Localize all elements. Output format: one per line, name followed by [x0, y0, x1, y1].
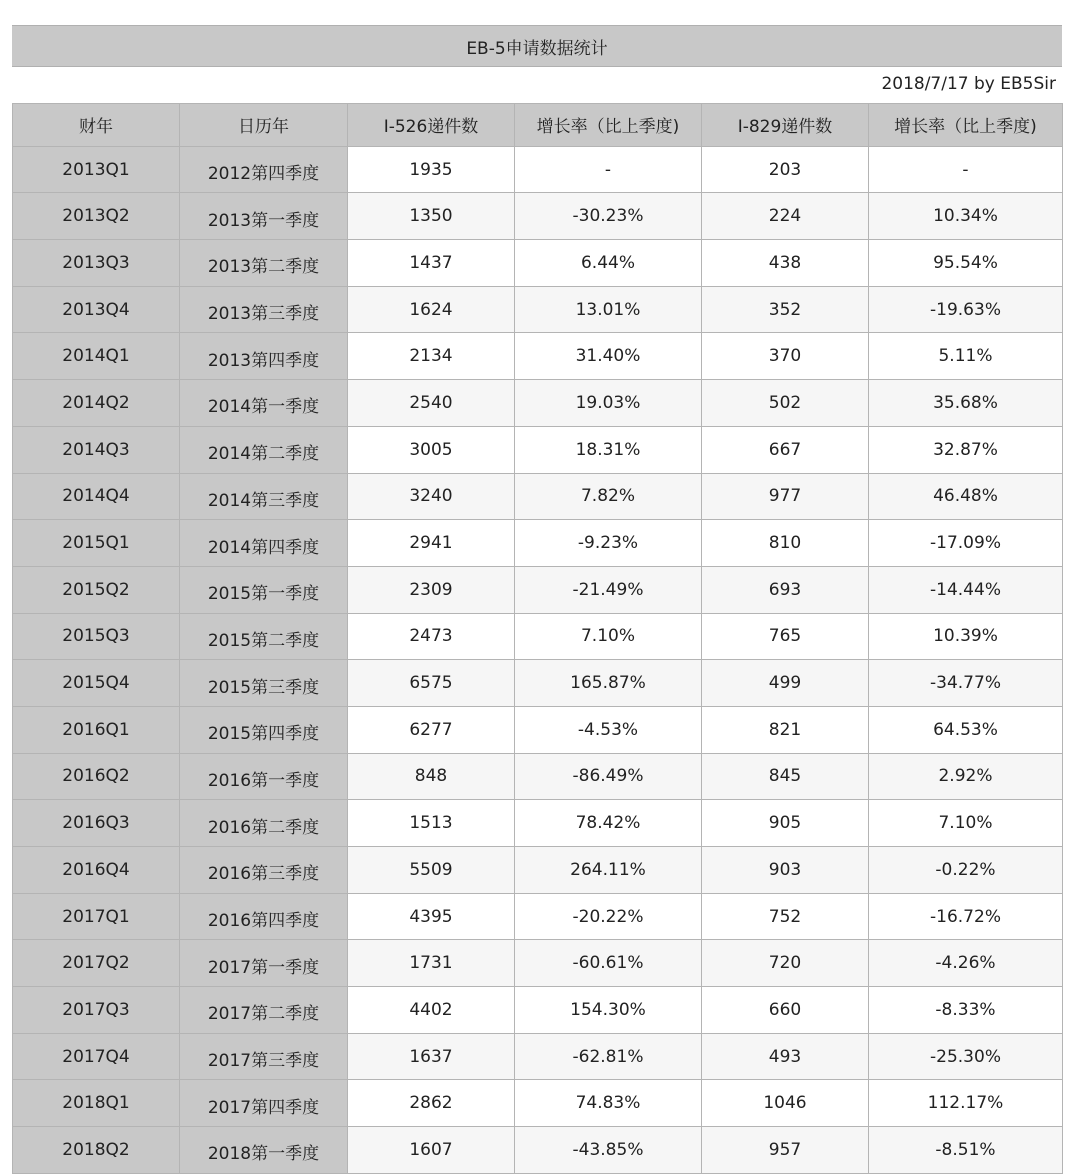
- i829-growth-cell: -14.44%: [869, 566, 1063, 613]
- calendar-year-cell: 2017第四季度: [180, 1080, 348, 1127]
- calendar-year-cell: 2017第一季度: [180, 940, 348, 987]
- i526-filings-cell: 1637: [348, 1033, 515, 1080]
- i829-filings-cell: 438: [702, 240, 869, 287]
- i829-growth-cell: -8.33%: [869, 987, 1063, 1034]
- i829-growth-cell: 35.68%: [869, 380, 1063, 427]
- calendar-year-cell: 2013第四季度: [180, 333, 348, 380]
- i829-filings-cell: 693: [702, 566, 869, 613]
- i526-growth-cell: 264.11%: [515, 847, 702, 894]
- header-calendar-year: 日历年: [180, 104, 348, 147]
- table-row: [13, 613, 1063, 660]
- fiscal-year-cell: 2013Q4: [13, 286, 180, 333]
- table-row: [13, 940, 1063, 987]
- i526-growth-cell: -86.49%: [515, 753, 702, 800]
- i526-filings-cell: 2941: [348, 520, 515, 567]
- calendar-year-cell: 2017第三季度: [180, 1033, 348, 1080]
- i526-growth-cell: 78.42%: [515, 800, 702, 847]
- i829-filings-cell: 957: [702, 1127, 869, 1174]
- table-row: [13, 380, 1063, 427]
- table-row: [13, 566, 1063, 613]
- i526-filings-cell: 4402: [348, 987, 515, 1034]
- i526-filings-cell: 1935: [348, 146, 515, 193]
- i526-filings-cell: 1607: [348, 1127, 515, 1174]
- table-row: [13, 286, 1063, 333]
- calendar-year-cell: 2014第二季度: [180, 426, 348, 473]
- i526-growth-cell: 165.87%: [515, 660, 702, 707]
- i829-filings-cell: 660: [702, 987, 869, 1034]
- i526-growth-cell: -43.85%: [515, 1127, 702, 1174]
- calendar-year-cell: 2014第三季度: [180, 473, 348, 520]
- i526-filings-cell: 3240: [348, 473, 515, 520]
- calendar-year-cell: 2015第四季度: [180, 706, 348, 753]
- calendar-year-cell: 2014第四季度: [180, 520, 348, 567]
- fiscal-year-cell: 2016Q3: [13, 800, 180, 847]
- i829-filings-cell: 810: [702, 520, 869, 567]
- i829-growth-cell: 2.92%: [869, 753, 1063, 800]
- i829-filings-cell: 845: [702, 753, 869, 800]
- i829-filings-cell: 499: [702, 660, 869, 707]
- fiscal-year-cell: 2015Q2: [13, 566, 180, 613]
- eb5-statistics-table: [12, 103, 1063, 1174]
- table-row: [13, 1127, 1063, 1174]
- i829-growth-cell: 46.48%: [869, 473, 1063, 520]
- i829-growth-cell: 95.54%: [869, 240, 1063, 287]
- calendar-year-cell: 2015第一季度: [180, 566, 348, 613]
- fiscal-year-cell: 2013Q3: [13, 240, 180, 287]
- header-i526-growth: 增长率（比上季度): [515, 104, 702, 147]
- fiscal-year-cell: 2017Q3: [13, 987, 180, 1034]
- i829-filings-cell: 821: [702, 706, 869, 753]
- i829-growth-cell: -: [869, 146, 1063, 193]
- i526-filings-cell: 6277: [348, 706, 515, 753]
- i829-growth-cell: -34.77%: [869, 660, 1063, 707]
- i526-growth-cell: 74.83%: [515, 1080, 702, 1127]
- i526-filings-cell: 2862: [348, 1080, 515, 1127]
- i526-filings-cell: 3005: [348, 426, 515, 473]
- fiscal-year-cell: 2017Q1: [13, 893, 180, 940]
- i526-growth-cell: -20.22%: [515, 893, 702, 940]
- table-row: [13, 800, 1063, 847]
- i829-filings-cell: 1046: [702, 1080, 869, 1127]
- fiscal-year-cell: 2016Q1: [13, 706, 180, 753]
- i829-filings-cell: 905: [702, 800, 869, 847]
- i526-growth-cell: 19.03%: [515, 380, 702, 427]
- calendar-year-cell: 2017第二季度: [180, 987, 348, 1034]
- table-row: [13, 893, 1063, 940]
- table-row: [13, 847, 1063, 894]
- table-row: [13, 1080, 1063, 1127]
- calendar-year-cell: 2012第四季度: [180, 146, 348, 193]
- fiscal-year-cell: 2018Q1: [13, 1080, 180, 1127]
- calendar-year-cell: 2015第二季度: [180, 613, 348, 660]
- i526-growth-cell: 7.10%: [515, 613, 702, 660]
- header-fiscal-year: 财年: [13, 104, 180, 147]
- i829-filings-cell: 352: [702, 286, 869, 333]
- i829-filings-cell: 370: [702, 333, 869, 380]
- fiscal-year-cell: 2018Q2: [13, 1127, 180, 1174]
- fiscal-year-cell: 2013Q2: [13, 193, 180, 240]
- i526-filings-cell: 4395: [348, 893, 515, 940]
- i526-filings-cell: 1624: [348, 286, 515, 333]
- fiscal-year-cell: 2016Q2: [13, 753, 180, 800]
- fiscal-year-cell: 2014Q1: [13, 333, 180, 380]
- table-title: EB-5申请数据统计: [12, 25, 1062, 67]
- i526-filings-cell: 2309: [348, 566, 515, 613]
- i829-filings-cell: 903: [702, 847, 869, 894]
- fiscal-year-cell: 2017Q4: [13, 1033, 180, 1080]
- i526-growth-cell: -4.53%: [515, 706, 702, 753]
- i526-filings-cell: 1513: [348, 800, 515, 847]
- i526-growth-cell: 7.82%: [515, 473, 702, 520]
- calendar-year-cell: 2015第三季度: [180, 660, 348, 707]
- i829-growth-cell: 10.34%: [869, 193, 1063, 240]
- i526-growth-cell: 154.30%: [515, 987, 702, 1034]
- table-row: [13, 193, 1063, 240]
- i829-filings-cell: 765: [702, 613, 869, 660]
- fiscal-year-cell: 2013Q1: [13, 146, 180, 193]
- i526-filings-cell: 2134: [348, 333, 515, 380]
- i526-growth-cell: -30.23%: [515, 193, 702, 240]
- i526-growth-cell: 18.31%: [515, 426, 702, 473]
- i829-filings-cell: 502: [702, 380, 869, 427]
- i829-filings-cell: 720: [702, 940, 869, 987]
- date-credit: 2018/7/17 by EB5Sir: [881, 74, 1056, 94]
- i526-growth-cell: -: [515, 146, 702, 193]
- table-row: [13, 706, 1063, 753]
- header-i526-filings: I-526递件数: [348, 104, 515, 147]
- i526-growth-cell: -9.23%: [515, 520, 702, 567]
- i526-growth-cell: -21.49%: [515, 566, 702, 613]
- header-i829-growth: 增长率（比上季度): [869, 104, 1063, 147]
- table-row: [13, 240, 1063, 287]
- i829-growth-cell: 10.39%: [869, 613, 1063, 660]
- table-row: [13, 333, 1063, 380]
- i829-growth-cell: 5.11%: [869, 333, 1063, 380]
- fiscal-year-cell: 2017Q2: [13, 940, 180, 987]
- i829-filings-cell: 224: [702, 193, 869, 240]
- i526-growth-cell: 6.44%: [515, 240, 702, 287]
- header-i829-filings: I-829递件数: [702, 104, 869, 147]
- fiscal-year-cell: 2015Q3: [13, 613, 180, 660]
- calendar-year-cell: 2016第一季度: [180, 753, 348, 800]
- i526-growth-cell: -60.61%: [515, 940, 702, 987]
- i829-growth-cell: -25.30%: [869, 1033, 1063, 1080]
- i526-filings-cell: 1437: [348, 240, 515, 287]
- fiscal-year-cell: 2014Q4: [13, 473, 180, 520]
- calendar-year-cell: 2013第三季度: [180, 286, 348, 333]
- calendar-year-cell: 2013第二季度: [180, 240, 348, 287]
- table-row: [13, 520, 1063, 567]
- fiscal-year-cell: 2014Q3: [13, 426, 180, 473]
- i829-growth-cell: 112.17%: [869, 1080, 1063, 1127]
- table-row: [13, 987, 1063, 1034]
- calendar-year-cell: 2016第二季度: [180, 800, 348, 847]
- table-row: [13, 753, 1063, 800]
- table-row: [13, 473, 1063, 520]
- i526-filings-cell: 2473: [348, 613, 515, 660]
- i829-growth-cell: 7.10%: [869, 800, 1063, 847]
- i526-growth-cell: 13.01%: [515, 286, 702, 333]
- fiscal-year-cell: 2015Q4: [13, 660, 180, 707]
- i526-filings-cell: 5509: [348, 847, 515, 894]
- table-row: [13, 1033, 1063, 1080]
- i829-filings-cell: 493: [702, 1033, 869, 1080]
- i526-filings-cell: 6575: [348, 660, 515, 707]
- header-row: [13, 104, 1063, 147]
- table-row: [13, 660, 1063, 707]
- i829-growth-cell: -16.72%: [869, 893, 1063, 940]
- calendar-year-cell: 2018第一季度: [180, 1127, 348, 1174]
- i829-filings-cell: 977: [702, 473, 869, 520]
- calendar-year-cell: 2013第一季度: [180, 193, 348, 240]
- i829-growth-cell: -17.09%: [869, 520, 1063, 567]
- i829-growth-cell: -19.63%: [869, 286, 1063, 333]
- fiscal-year-cell: 2015Q1: [13, 520, 180, 567]
- i526-filings-cell: 848: [348, 753, 515, 800]
- i829-filings-cell: 667: [702, 426, 869, 473]
- i829-growth-cell: -0.22%: [869, 847, 1063, 894]
- table-row: [13, 146, 1063, 193]
- i526-growth-cell: 31.40%: [515, 333, 702, 380]
- i829-filings-cell: 203: [702, 146, 869, 193]
- fiscal-year-cell: 2014Q2: [13, 380, 180, 427]
- calendar-year-cell: 2014第一季度: [180, 380, 348, 427]
- table-row: [13, 426, 1063, 473]
- i526-filings-cell: 1350: [348, 193, 515, 240]
- i829-growth-cell: -8.51%: [869, 1127, 1063, 1174]
- i526-filings-cell: 2540: [348, 380, 515, 427]
- i829-filings-cell: 752: [702, 893, 869, 940]
- i829-growth-cell: -4.26%: [869, 940, 1063, 987]
- fiscal-year-cell: 2016Q4: [13, 847, 180, 894]
- calendar-year-cell: 2016第三季度: [180, 847, 348, 894]
- i526-filings-cell: 1731: [348, 940, 515, 987]
- calendar-year-cell: 2016第四季度: [180, 893, 348, 940]
- i829-growth-cell: 64.53%: [869, 706, 1063, 753]
- i526-growth-cell: -62.81%: [515, 1033, 702, 1080]
- i829-growth-cell: 32.87%: [869, 426, 1063, 473]
